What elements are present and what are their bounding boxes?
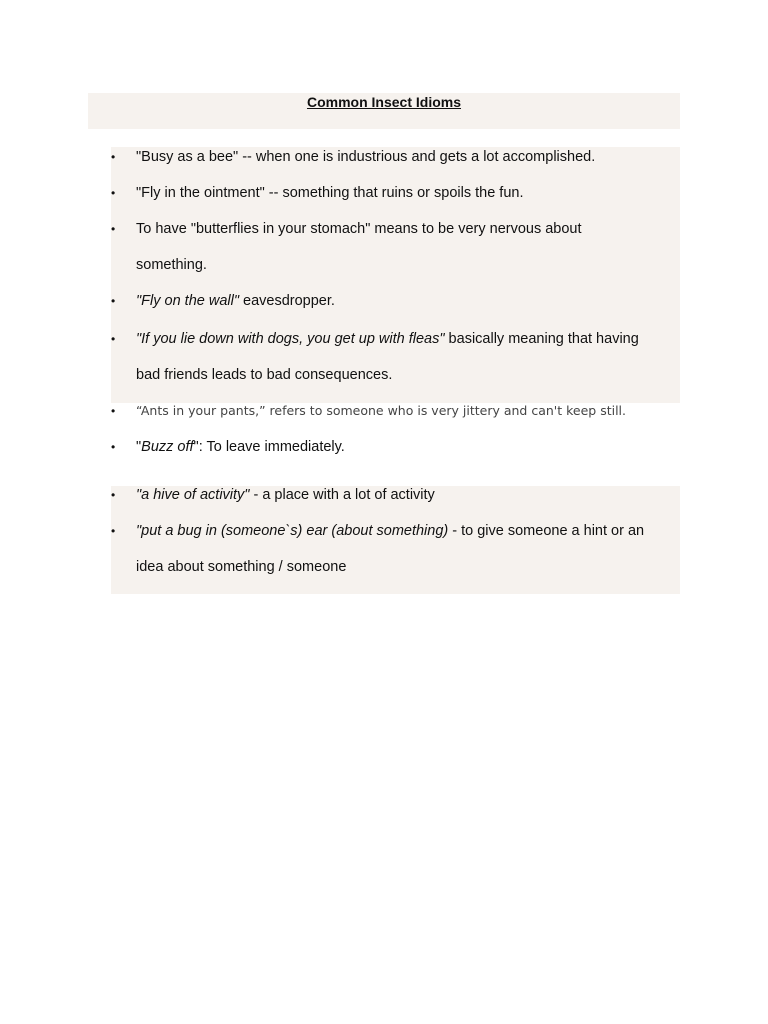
bullet: • bbox=[111, 440, 116, 454]
item-text bbox=[136, 283, 671, 319]
bullet: • bbox=[111, 222, 116, 236]
item-text bbox=[136, 321, 671, 393]
bullet: • bbox=[111, 488, 116, 502]
idiom-phrase: "a hive of activity" bbox=[136, 487, 250, 503]
item-text bbox=[136, 429, 671, 465]
item-line: bad friends leads to bad consequences. bbox=[136, 367, 393, 383]
item-text bbox=[136, 211, 671, 283]
idiom-phrase: "If you lie down with dogs, you get up with fleas" bbox=[136, 331, 445, 347]
quote-open: " bbox=[136, 439, 142, 455]
title-band bbox=[88, 93, 680, 129]
item-line: something. bbox=[136, 257, 207, 273]
idiom-phrase: "Fly on the wall" bbox=[136, 293, 239, 309]
idiom-meaning: ": To leave immediately. bbox=[193, 439, 345, 455]
item-text bbox=[136, 513, 671, 585]
bullet: • bbox=[111, 150, 116, 164]
bullet: • bbox=[111, 332, 116, 346]
bullet: • bbox=[111, 294, 116, 308]
item-text: “Ants in your pants,” refers to someone who is very jittery and can't keep still. bbox=[136, 403, 626, 418]
idiom-meaning: basically meaning that having bbox=[444, 331, 639, 347]
bullet: • bbox=[111, 524, 116, 538]
item-line: idea about something / someone bbox=[136, 559, 347, 575]
bullet: • bbox=[111, 186, 116, 200]
item-line: To have "butterflies in your stomach" means to be very nervous about bbox=[136, 221, 582, 237]
document-title: Common Insect Idioms bbox=[306, 94, 462, 110]
item-text bbox=[136, 477, 671, 513]
item-text: "Busy as a bee" -- when one is industrious and gets a lot accomplished. bbox=[136, 149, 596, 165]
idiom-phrase: Buzz off bbox=[141, 439, 194, 455]
idiom-meaning: - to give someone a hint or an bbox=[448, 523, 645, 539]
idiom-phrase: "put a bug in (someone`s) ear (about something) bbox=[136, 523, 449, 539]
idiom-meaning: - a place with a lot of activity bbox=[249, 487, 435, 503]
bullet: • bbox=[111, 404, 116, 418]
item-text: "Fly in the ointment" -- something that ruins or spoils the fun. bbox=[136, 185, 524, 201]
idiom-meaning: eavesdropper. bbox=[238, 293, 335, 309]
